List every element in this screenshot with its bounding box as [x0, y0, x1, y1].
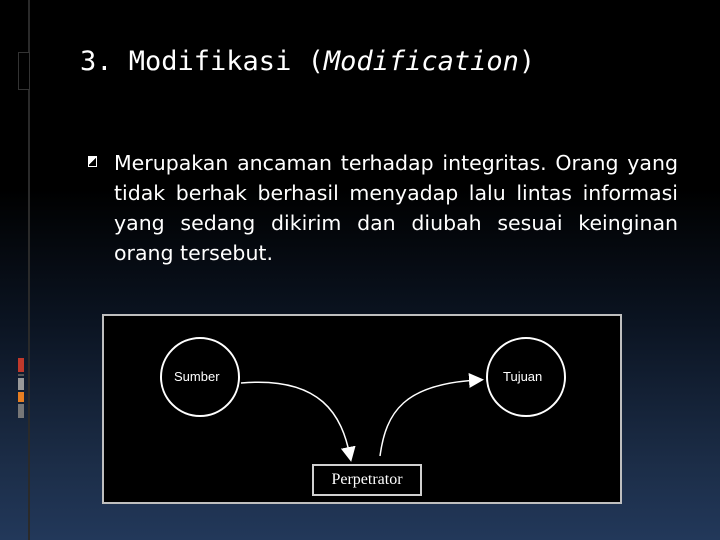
title-suffix: ) — [518, 46, 536, 77]
source-to-perpetrator-arrow — [241, 382, 350, 456]
accent-strip-gray-2 — [18, 404, 24, 418]
modification-diagram — [102, 314, 622, 504]
bullet-text: Merupakan ancaman terhadap integritas. Orang yang tidak berhak berhasil menyadap lalu lintas informasi yang sedang dikirim dan diubah sesuai keinginan orang tersebut. — [114, 151, 678, 265]
source-label: Sumber — [174, 369, 220, 384]
destination-label: Tujuan — [503, 369, 543, 384]
perpetrator-box: Perpetrator — [312, 464, 422, 496]
perpetrator-to-destination-arrow — [380, 380, 478, 456]
bullet-icon — [88, 156, 97, 167]
accent-strip-red — [18, 358, 24, 372]
title-prefix: 3. Modifikasi ( — [80, 46, 324, 77]
accent-strip-divider — [18, 374, 24, 376]
bullet-point — [88, 148, 678, 268]
title-italic: Modification — [323, 46, 519, 77]
accent-strip-gray — [18, 378, 24, 390]
slide-title — [80, 46, 535, 77]
title-accent-block — [18, 52, 30, 90]
accent-strip-orange — [18, 392, 24, 402]
